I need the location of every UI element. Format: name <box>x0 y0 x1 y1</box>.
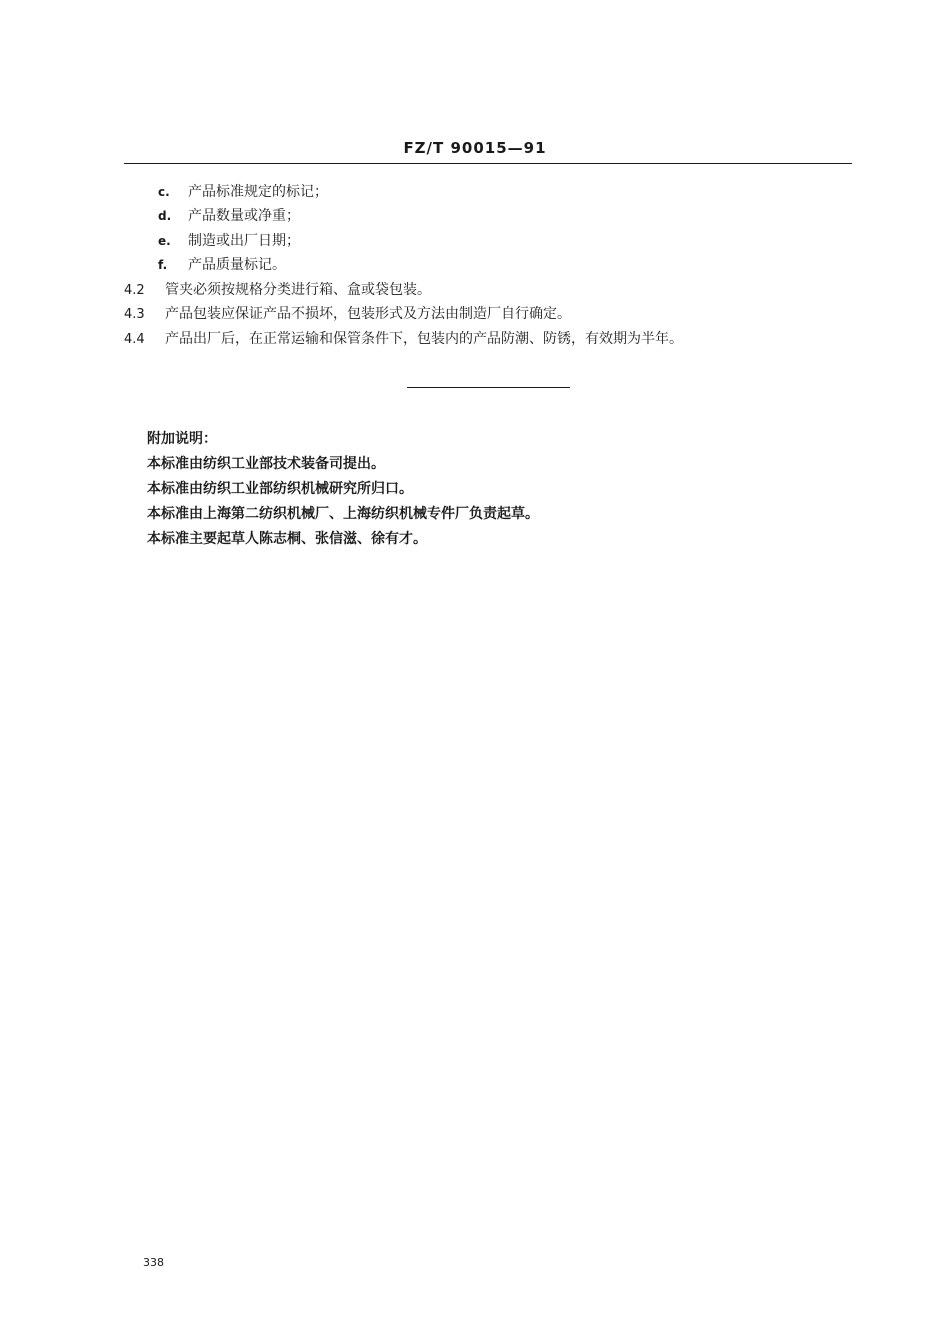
clause-text: 管夹必须按规格分类进行箱、盒或袋包装。 <box>165 282 431 298</box>
list-item <box>158 207 300 225</box>
list-item-marker: c. <box>158 185 170 199</box>
note-line: 本标准由上海第二纺织机械厂、上海纺织机械专件厂负责起草。 <box>147 506 539 522</box>
note-line: 本标准主要起草人陈志桐、张信滋、徐有才。 <box>147 531 427 547</box>
clause-4-4 <box>124 330 683 349</box>
note-line: 本标准由纺织工业部技术装备司提出。 <box>147 456 385 472</box>
header-rule <box>124 163 852 164</box>
clause-number: 4.3 <box>124 307 145 322</box>
list-item-text: 产品数量或净重； <box>188 208 300 224</box>
list-item-marker: d. <box>158 209 172 223</box>
page-number: 338 <box>143 1256 164 1269</box>
standard-code-header: FZ/T 90015—91 <box>403 139 547 157</box>
note-line: 本标准由纺织工业部纺织机械研究所归口。 <box>147 481 413 497</box>
notes-title: 附加说明： <box>147 431 217 447</box>
section-divider <box>407 387 570 388</box>
list-item <box>158 256 286 274</box>
clause-text: 产品包装应保证产品不损坏，包装形式及方法由制造厂自行确定。 <box>165 306 571 322</box>
clause-number: 4.2 <box>124 283 145 298</box>
list-item-text: 产品标准规定的标记； <box>188 184 328 200</box>
list-item <box>158 183 328 201</box>
clause-number: 4.4 <box>124 332 145 347</box>
clause-4-2 <box>124 281 431 300</box>
clause-text: 产品出厂后，在正常运输和保管条件下，包装内的产品防潮、防锈，有效期为半年。 <box>165 331 683 347</box>
list-item-text: 产品质量标记。 <box>188 257 286 273</box>
list-item-marker: e. <box>158 234 171 248</box>
clause-4-3 <box>124 305 571 324</box>
list-item-marker: f. <box>158 258 168 272</box>
list-item-text: 制造或出厂日期； <box>188 233 300 249</box>
list-item <box>158 232 300 250</box>
